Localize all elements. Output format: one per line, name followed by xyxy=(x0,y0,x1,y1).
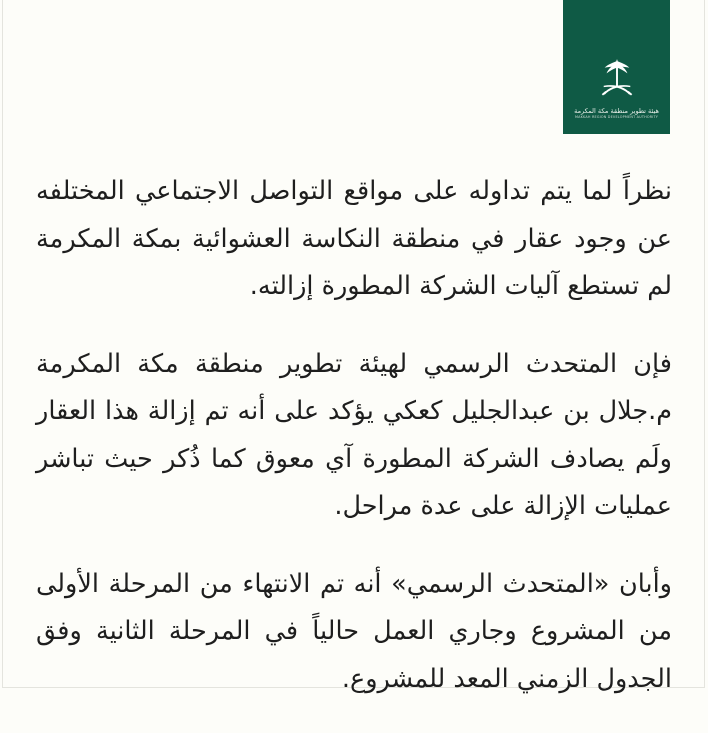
text-line: الجدول الزمني المعد للمشروع. xyxy=(341,663,672,694)
text-line: م.جلال بن عبدالجليل كعكي يؤكد على أنه تم إزالة هذا العقار xyxy=(36,396,672,426)
paragraph-3 xyxy=(36,561,672,704)
org-name-arabic: هيئة تطوير منطقة مكة المكرمة xyxy=(574,107,659,115)
paragraph-1 xyxy=(36,168,672,311)
text-line: فإن المتحدث الرسمي لهيئة تطوير منطقة مكة المكرمة xyxy=(36,348,672,379)
paragraph-2 xyxy=(36,341,672,531)
text-line: لم تستطع آليات الشركة المطورة إزالته. xyxy=(249,271,672,301)
text-line: عمليات الإزالة على عدة مراحل. xyxy=(334,491,672,521)
text-line: وأبان «المتحدث الرسمي» أنه تم الانتهاء من المرحلة الأولى xyxy=(36,568,672,599)
text-line: نظراً لما يتم تداوله على مواقع التواصل الاجتماعي المختلفه xyxy=(36,176,672,206)
org-name-english: MAKKAH REGION DEVELOPMENT AUTHORITY xyxy=(574,115,659,119)
text-line: من المشروع وجاري العمل حالياً في المرحلة الثانية وفق xyxy=(36,616,672,646)
authority-logo xyxy=(563,0,670,134)
text-line: ولَم يصادف الشركة المطورة آي معوق كما ذُكر حيث تباشر xyxy=(36,443,672,474)
palm-and-swords-emblem-icon xyxy=(598,57,636,103)
text-line: عن وجود عقار في منطقة النكاسة العشوائية بمكة المكرمة xyxy=(36,223,672,254)
article-body xyxy=(36,168,672,733)
